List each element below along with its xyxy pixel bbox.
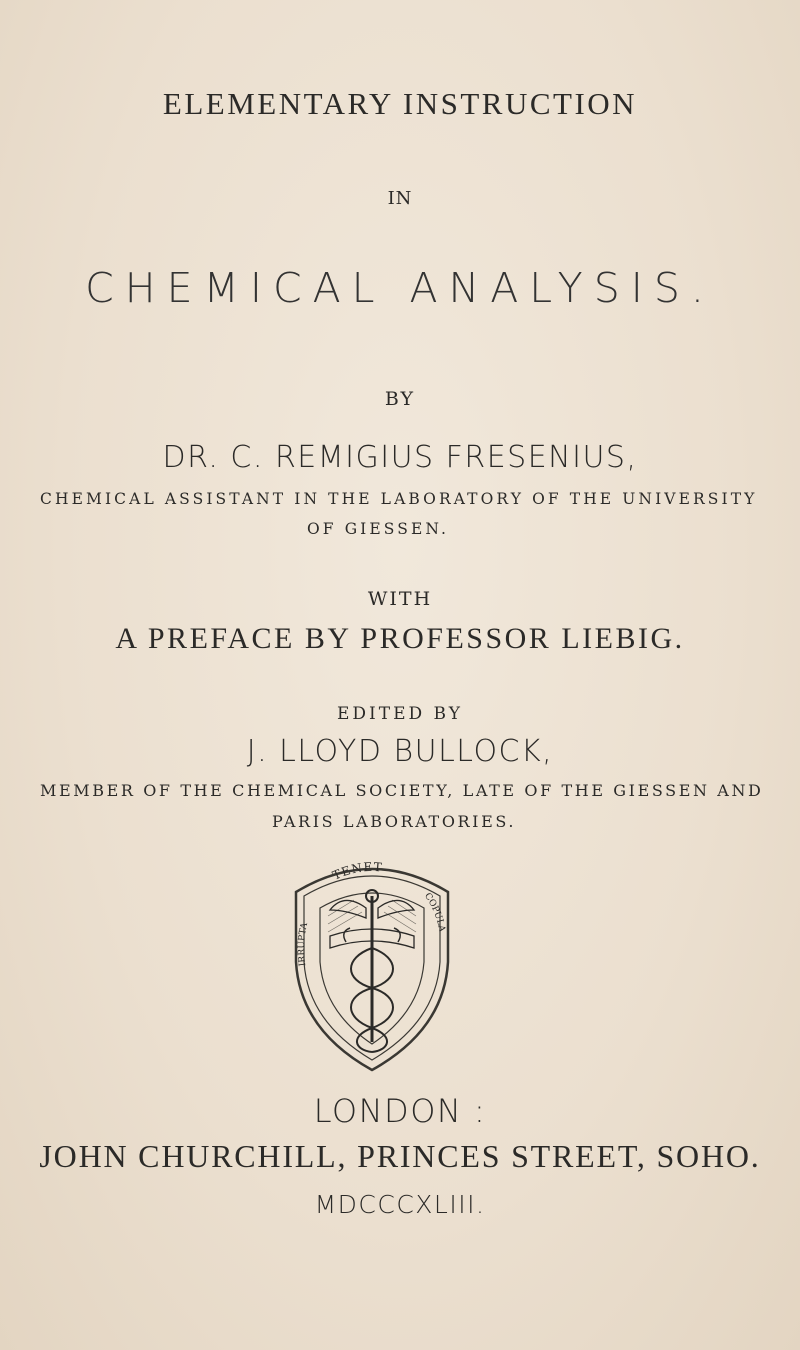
edited-by-label: EDITED BY: [337, 704, 463, 724]
publisher-emblem: [284, 852, 460, 1074]
title-line-1: ELEMENTARY INSTRUCTION: [162, 86, 638, 121]
publisher: JOHN CHURCHILL, PRINCES STREET, SOHO.: [39, 1138, 761, 1174]
author-affiliation: [40, 484, 760, 544]
author-name: DR. C. REMIGIUS FRESENIUS,: [162, 440, 638, 475]
editor-affiliation-line-2: PARIS LABORATORIES.: [272, 812, 517, 831]
with-label: WITH: [367, 588, 433, 610]
emblem-left-text: IRRUPTA: [297, 921, 311, 967]
title-line-2: CHEMICAL ANALYSIS.: [85, 264, 715, 312]
title-in: IN: [387, 188, 413, 209]
emblem-motto: TENET: [330, 859, 384, 883]
editor-affiliation-line-1: MEMBER OF THE CHEMICAL SOCIETY, LATE OF THE GIESSEN AND: [40, 781, 764, 800]
by-label: BY: [384, 388, 416, 410]
author-affiliation-line-1: CHEMICAL ASSISTANT IN THE LABORATORY OF THE UNIVERSITY: [40, 490, 758, 508]
editor-name: J. LLOYD BULLOCK,: [246, 734, 554, 769]
emblem-right-text: COPULA: [422, 891, 447, 933]
place: LONDON :: [313, 1092, 487, 1130]
preface-line: A PREFACE BY PROFESSOR LIEBIG.: [115, 622, 685, 655]
author-affiliation-line-2: OF GIESSEN.: [307, 520, 450, 538]
year: MDCCCXLIII.: [314, 1190, 486, 1219]
editor-affiliation: [40, 775, 770, 837]
